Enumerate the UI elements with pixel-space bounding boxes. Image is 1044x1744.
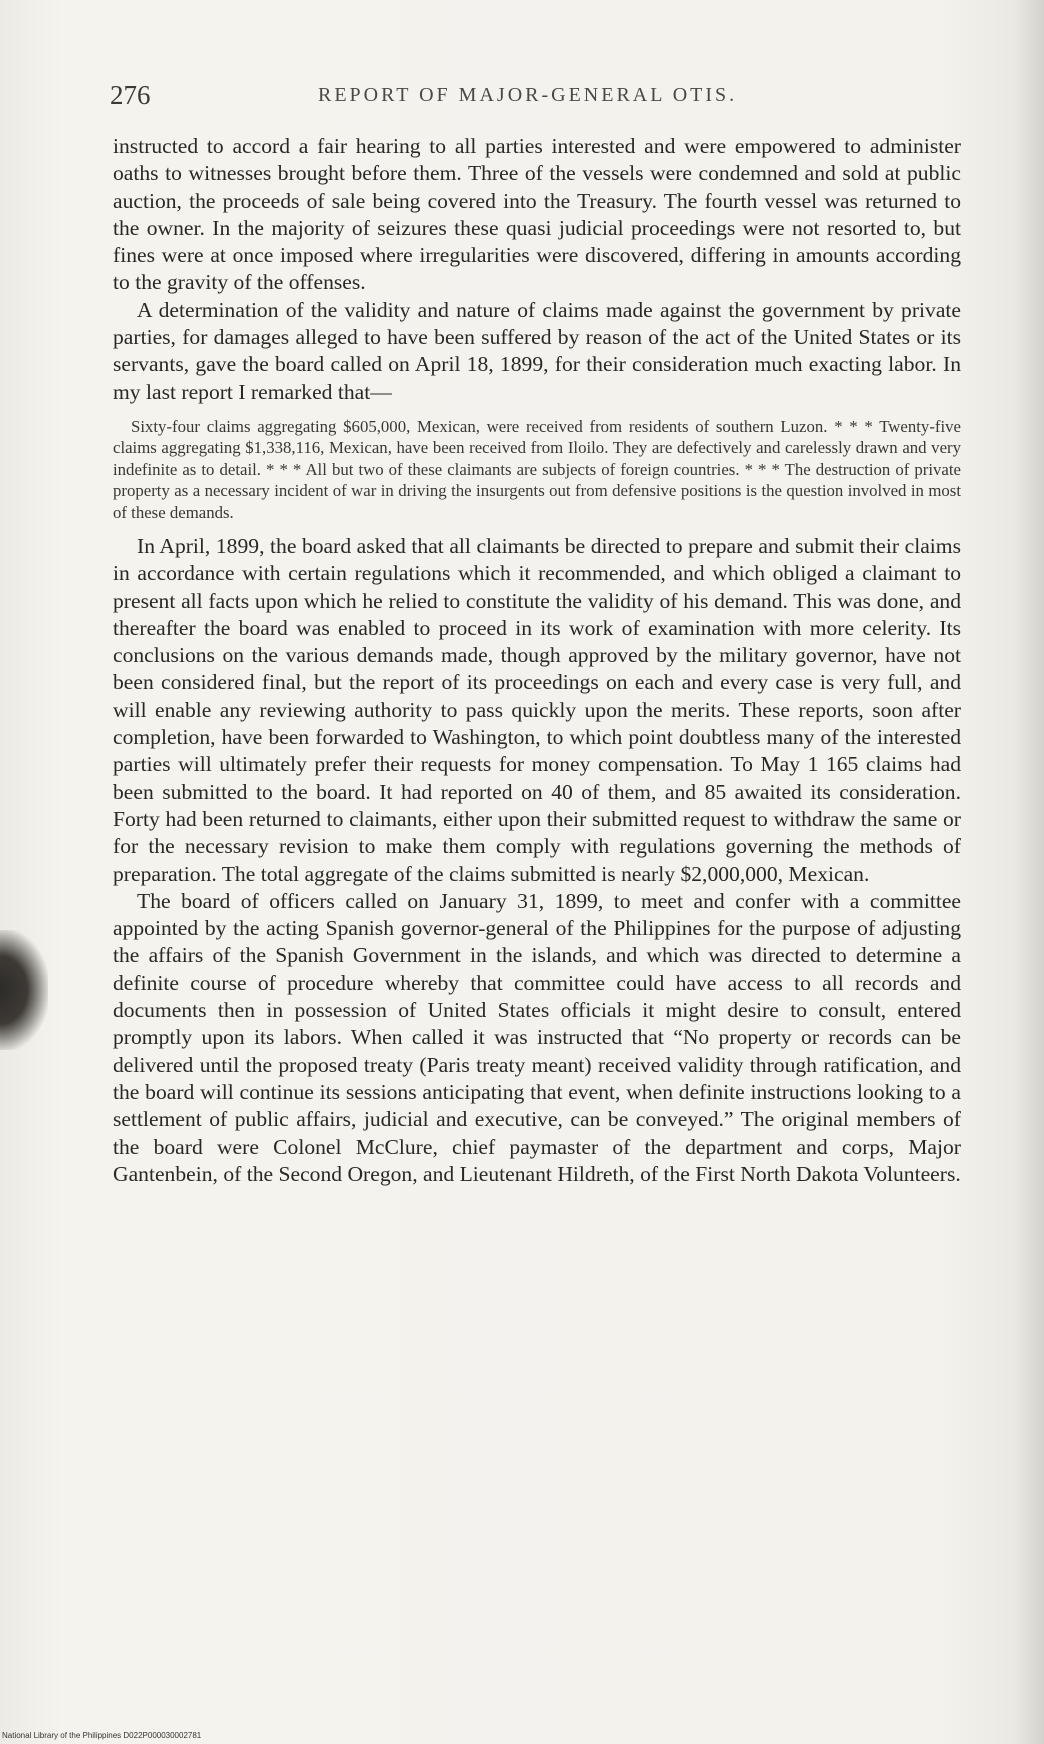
block-quote: Sixty-four claims aggregating $605,000, Mexican, were received from residents of southern Luzon. * * * Twenty-five claims aggregating $1,338,116, Mexican, have been received from Iloilo. They are defectively and carelessly drawn and very indefinite as to detail. * * * All but two of these claimants are subjects of foreign countries. * * * The destruction of private property as a necessary incident of war in driving the insurgents out from defensive positions is the question involved in most of these demands. [113,416,961,522]
page-edge-shadow [1014,0,1044,1744]
running-title: REPORT OF MAJOR-GENERAL OTIS. [318,84,738,106]
binding-shadow [0,930,48,1050]
paragraph-claims: A determination of the validity and nature of claims made against the government by private parties, for damages alleged to have been suffered by reason of the act of the United States or its servants, gave the board called on April 18, 1899, for their consideration much exacting labor. In my last report I remarked that— [113,297,961,404]
page-number: 276 [110,80,151,110]
paragraph-april-1899: In April, 1899, the board asked that all claimants be directed to prepare and submit their claims in accordance with certain regulations which it recommended, and which obliged a claimant to present all facts upon which he relied to constitute the validity of his demand. This was done, and thereafter the board was enabled to proceed in its work of examination with more celerity. Its conclusions on the various demands made, though approved by the military governor, have not been considered final, but the report of its proceedings on each and every case is very full, and will enable any reviewing authority to pass quickly upon the merits. These reports, soon after completion, have been forwarded to Washington, to which point doubtless many of the interested parties will ultimately prefer their requests for money compensation. To May 1 165 claims had been submitted to the board. It had reported on 40 of them, and 85 awaited its consideration. Forty had been returned to claimants, either upon their submitted request to withdraw the same or for the necessary revision to make them comply with regulations governing the methods of preparation. The total aggregate of the claims submitted is nearly $2,000,000, Mexican. [113,534,961,886]
paragraph-board-of-officers: The board of officers called on January 31, 1899, to meet and confer with a committee appointed by the acting Spanish governor-general of the Philippines for the purpose of adjusting the affairs of the Spanish Government in the islands, and which was directed to determine a definite course of procedure whereby that committee could have access to all records and documents then in possession of United States officials it might desire to consult, entered promptly upon its labors. When called it was instructed that “No property or records can be delivered until the proposed treaty (Paris treaty meant) received validity through ratification, and the board will continue its sessions anticipating that event, when definite instructions looking to a settlement of public affairs, judicial and executive, can be conveyed.” The original members of the board were Colonel McClure, chief paymaster of the department and corps, Major Gantenbein, of the Second Oregon, and Lieutenant Hildreth, of the First North Dakota Volunteers. [113,888,961,1186]
paragraph-continued: instructed to accord a fair hearing to all parties interested and were empowered to administer oaths to witnesses brought before them. Three of the vessels were condemned and sold at public auction, the proceeds of sale being covered into the Treasury. The fourth vessel was returned to the owner. In the majority of seizures these quasi judicial proceedings were not resorted to, but fines were at once imposed where irregularities were discovered, differing in amounts according to the gravity of the offenses. [113,134,961,295]
body-text [113,133,961,1188]
library-footer: National Library of the Philippines D022P000030002781 [2,1731,202,1740]
page-header [110,80,960,108]
